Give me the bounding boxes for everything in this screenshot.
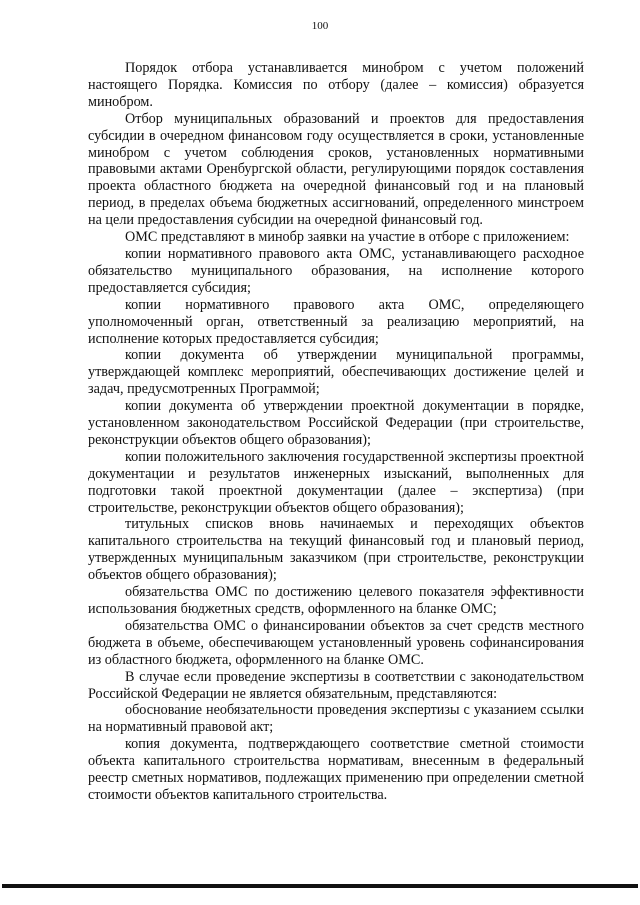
paragraph: В случае если проведение экспертизы в соответствии с законодательством Российской Федерации не является обязательным, представляются: [88, 668, 584, 702]
document-body [88, 60, 584, 804]
scan-edge-divider [2, 884, 638, 888]
paragraph: Порядок отбора устанавливается минобром с учетом положений настоящего Порядка. Комиссия по отбору (далее – комиссия) образуется минобром. [88, 60, 584, 110]
list-item: копии документа об утверждении проектной документации в порядке, установленном законодательством Российской Федерации (при строительстве, реконструкции объектов общего образования); [88, 398, 584, 448]
list-item: титульных списков вновь начинаемых и переходящих объектов капитального строительства на текущий финансовый год и плановый период, утвержденных муниципальным заказчиком (при строительстве, реконструкции объектов общего образования); [88, 516, 584, 584]
list-item: обоснование необязательности проведения экспертизы с указанием ссылки на нормативный правовой акт; [88, 702, 584, 736]
paragraph: ОМС представляют в минобр заявки на участие в отборе с приложением: [125, 229, 570, 246]
list-item: обязательства ОМС о финансировании объектов за счет средств местного бюджета в объеме, обеспечивающем установленный уровень софинансирования из областного бюджета, оформленного на бланке ОМС. [88, 617, 584, 668]
paragraph: Отбор муниципальных образований и проектов для предоставления субсидии в очередном финансовом году осуществляется в сроки, установленные минобром с учетом соблюдения сроков, установленных нормативными правовыми актами Оренбургской области, регулирующими порядок составления проекта областного бюджета на очередной финансовый год и на плановый период, в пределах объема бюджетных ассигнований, определенного минстроем на цели предоставления субсидии на очередной финансовый год. [88, 110, 584, 229]
list-item: обязательства ОМС по достижению целевого показателя эффективности использования бюджетных средств, оформленного на бланке ОМС; [88, 584, 584, 617]
list-item: копии документа об утверждении муниципальной программы, утверждающей комплекс мероприятий, обеспечивающих достижение целей и задач, предусмотренных Программой; [88, 347, 584, 398]
list-item: копии положительного заключения государственной экспертизы проектной документации и результатов инженерных изысканий, выполненных для подготовки такой проектной документации (далее – экспертиза) (при строительстве, реконструкции объектов общего образования); [88, 448, 584, 516]
list-item: копия документа, подтверждающего соответствие сметной стоимости объекта капитального строительства нормативам, внесенным в федеральный реестр сметных нормативов, подлежащих применению при определении сметной стоимости объектов капитального строительства. [88, 736, 584, 803]
list-item: копии нормативного правового акта ОМС, определяющего уполномоченный орган, ответственный за реализацию мероприятий, на исполнение которых предоставляется субсидия; [88, 296, 584, 347]
page-number: 100 [311, 20, 329, 32]
list-item: копии нормативного правового акта ОМС, устанавливающего расходное обязательство муниципального образования, на исполнение которого предоставляется субсидия; [88, 245, 584, 296]
